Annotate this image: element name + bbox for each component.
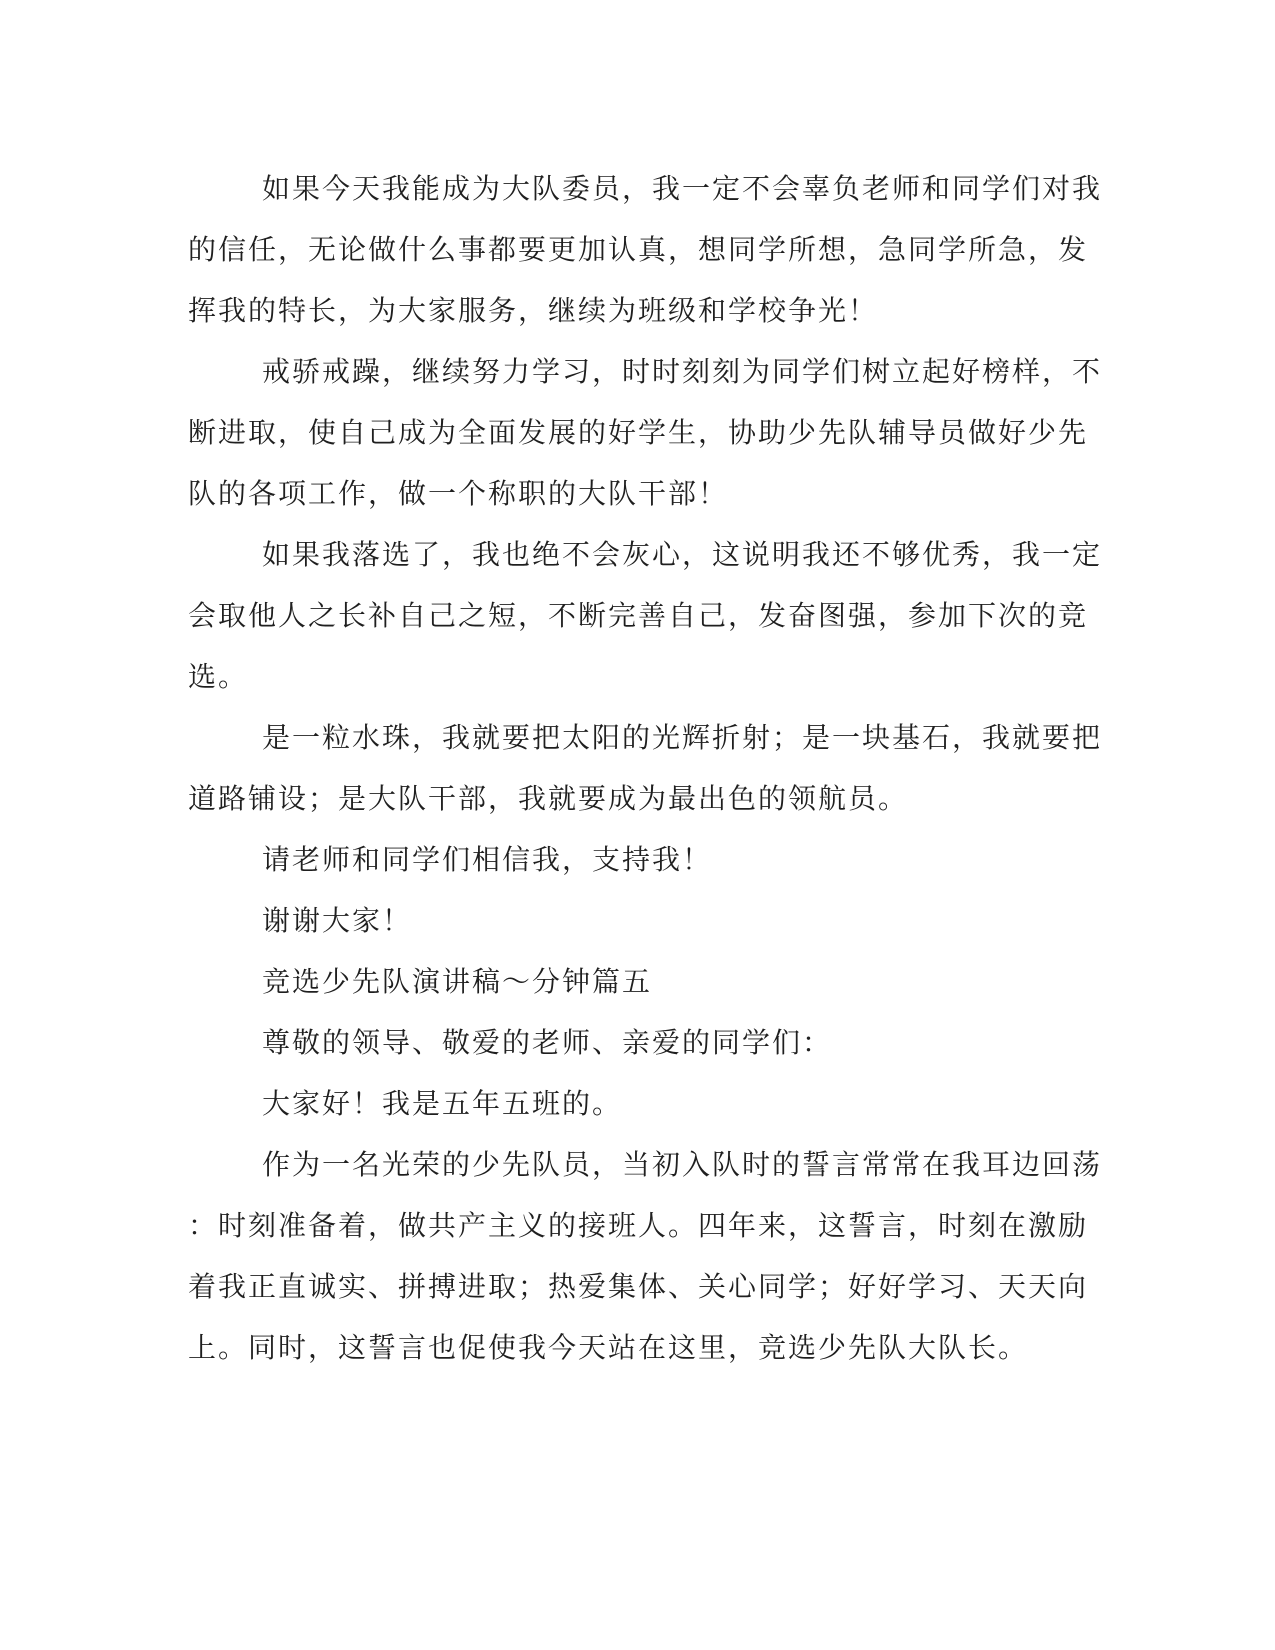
paragraph-line: 挥我的特长，为大家服务，继续为班级和学校争光！ <box>188 294 879 327</box>
paragraph-line: 竞选少先队演讲稿～分钟篇五 <box>262 965 653 998</box>
paragraph-line: 选。 <box>188 660 249 693</box>
paragraph-line: 断进取，使自己成为全面发展的好学生，协助少先队辅导员做好少先 <box>188 416 1089 449</box>
paragraph <box>188 707 1103 829</box>
paragraph <box>188 1134 1103 1378</box>
paragraph-line: 大家好！我是五年五班的。 <box>262 1087 623 1120</box>
paragraph <box>188 951 1076 1012</box>
paragraph-line: 队的各项工作，做一个称职的大队干部！ <box>188 477 729 510</box>
paragraph-line: 上。同时，这誓言也促使我今天站在这里，竞选少先队大队长。 <box>188 1331 1029 1364</box>
paragraph <box>188 524 1103 707</box>
paragraph-line: 作为一名光荣的少先队员，当初入队时的誓言常常在我耳边回荡 <box>262 1148 1103 1181</box>
document-body <box>188 158 1103 1378</box>
paragraph <box>188 341 1103 524</box>
paragraph-line: 会取他人之长补自己之短，不断完善自己，发奋图强，参加下次的竞 <box>188 599 1089 632</box>
paragraph-line: 的信任，无论做什么事都要更加认真，想同学所想，急同学所急，发 <box>188 233 1089 266</box>
paragraph-line: 请老师和同学们相信我，支持我！ <box>262 843 713 876</box>
paragraph-line: 谢谢大家！ <box>262 904 413 937</box>
paragraph-line: 是一粒水珠，我就要把太阳的光辉折射；是一块基石，我就要把 <box>262 721 1103 754</box>
paragraph <box>188 1073 1076 1134</box>
paragraph-line: 如果今天我能成为大队委员，我一定不会辜负老师和同学们对我 <box>262 172 1103 205</box>
paragraph-line: 着我正直诚实、拼搏进取；热爱集体、关心同学；好好学习、天天向 <box>188 1270 1089 1303</box>
paragraph <box>188 829 1076 890</box>
paragraph-line: ：时刻准备着，做共产主义的接班人。四年来，这誓言，时刻在激励 <box>188 1209 1089 1242</box>
paragraph <box>188 890 1076 951</box>
paragraph-line: 戒骄戒躁，继续努力学习，时时刻刻为同学们树立起好榜样，不 <box>262 355 1103 388</box>
paragraph <box>188 1012 1076 1073</box>
paragraph-line: 尊敬的领导、敬爱的老师、亲爱的同学们： <box>262 1026 833 1059</box>
paragraph-line: 如果我落选了，我也绝不会灰心，这说明我还不够优秀，我一定 <box>262 538 1103 571</box>
paragraph <box>188 158 1103 341</box>
paragraph-line: 道路铺设；是大队干部，我就要成为最出色的领航员。 <box>188 782 909 815</box>
